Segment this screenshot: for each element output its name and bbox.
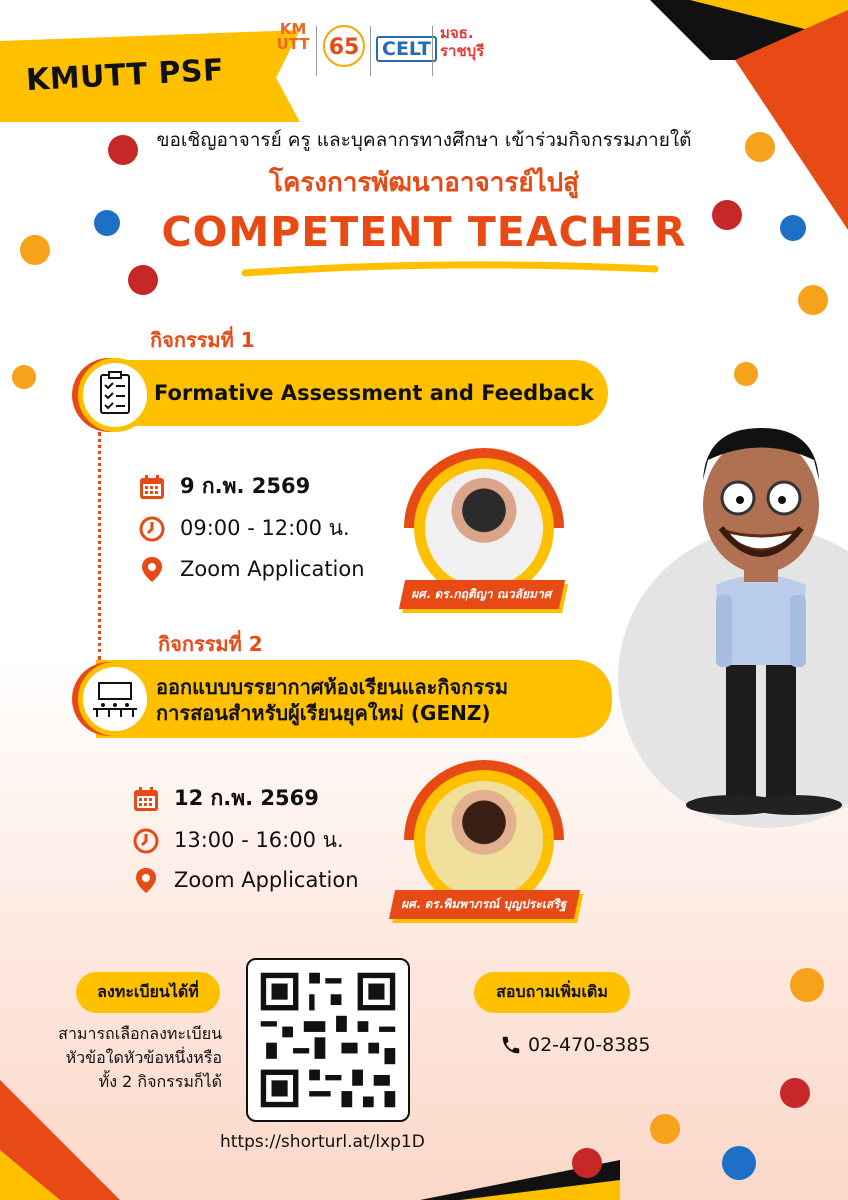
speaker-1-photo bbox=[425, 469, 543, 587]
project-title: โครงการพัฒนาอาจารย์ไปสู่ bbox=[268, 168, 580, 198]
svg-text:65: 65 bbox=[328, 35, 360, 60]
decor-bubble bbox=[20, 235, 50, 265]
activity-1-title: Formative Assessment and Feedback bbox=[154, 381, 594, 405]
logo-divider bbox=[370, 26, 371, 76]
decor-bubble bbox=[734, 362, 758, 386]
decor-bubble bbox=[94, 210, 120, 236]
calendar-icon bbox=[132, 785, 160, 813]
logo-divider bbox=[432, 26, 433, 76]
activity-1-place: Zoom Application bbox=[138, 555, 365, 583]
teacher-illustration bbox=[676, 420, 848, 820]
activity-2-title: ออกแบบบรรยากาศห้องเรียนและกิจกรรม การสอนสำหรับผู้เรียนยุคใหม่ (GENZ) bbox=[156, 675, 509, 725]
classroom-icon bbox=[83, 667, 147, 731]
register-label: ลงทะเบียนได้ที่ bbox=[76, 972, 220, 1013]
speaker-2-name-tag: ผศ. ดร.พิมพาภรณ์ บุญประเสริฐ bbox=[389, 890, 580, 919]
decor-bubble bbox=[780, 215, 806, 241]
kmutt-ratchaburi-logo: มจธ. ราชบุรี bbox=[440, 24, 485, 60]
decor-bubble bbox=[712, 200, 742, 230]
decor-bubble bbox=[650, 1114, 680, 1144]
checklist-icon bbox=[83, 363, 147, 427]
activity-1-time: 09:00 - 12:00 น. bbox=[138, 512, 350, 545]
logo-divider bbox=[316, 26, 317, 76]
activity-2-label: กิจกรรมที่ 2 bbox=[158, 632, 263, 656]
registration-qr-code[interactable] bbox=[246, 958, 410, 1122]
decor-bubble bbox=[12, 365, 36, 389]
activity-2-place: Zoom Application bbox=[132, 866, 359, 894]
decor-bubble bbox=[108, 135, 138, 165]
decor-bubble bbox=[790, 968, 824, 1002]
activity-2-icon-badge bbox=[78, 662, 152, 736]
contact-label: สอบถามเพิ่มเติม bbox=[474, 972, 630, 1013]
competent-teacher-headline: COMPETENT TEACHER bbox=[161, 208, 687, 256]
activity-2-date: 12 ก.พ. 2569 bbox=[132, 782, 319, 815]
phone-icon bbox=[500, 1034, 522, 1056]
register-note: สามารถเลือกลงทะเบียน หัวข้อใดหัวข้อหนึ่งหรือ ทั้ง 2 กิจกรรมก็ได้ bbox=[58, 1024, 222, 1091]
headline-underline bbox=[240, 255, 660, 281]
timeline-connector bbox=[98, 432, 101, 660]
clock-icon bbox=[138, 515, 166, 543]
activity-1-label: กิจกรรมที่ 1 bbox=[150, 328, 255, 352]
registration-url[interactable]: https://shorturl.at/lxp1D bbox=[220, 1132, 425, 1152]
location-pin-icon bbox=[132, 866, 160, 894]
decor-bubble bbox=[745, 132, 775, 162]
calendar-icon bbox=[138, 473, 166, 501]
qr-code bbox=[250, 962, 406, 1118]
decor-bubble bbox=[722, 1146, 756, 1180]
banner-title: KMUTT PSF bbox=[25, 52, 225, 99]
clock-icon bbox=[132, 827, 160, 855]
speaker-2-photo bbox=[425, 781, 543, 899]
65-anniversary-logo bbox=[320, 22, 368, 80]
contact-phone: 02-470-8385 bbox=[500, 1034, 651, 1056]
activity-1-icon-badge bbox=[78, 358, 152, 432]
invite-text: ขอเชิญอาจารย์ ครู และบุคลากรทางศึกษา เข้าร่วมกิจกรรมภายใต้ bbox=[156, 129, 692, 151]
decor-bubble bbox=[572, 1148, 602, 1178]
activity-2-time: 13:00 - 16:00 น. bbox=[132, 824, 344, 857]
activity-1-date: 9 ก.พ. 2569 bbox=[138, 470, 310, 503]
kmutt-logo: KM UTT bbox=[276, 20, 310, 53]
decor-bubble bbox=[128, 265, 158, 295]
celt-logo: CELT bbox=[376, 36, 437, 62]
decor-bubble bbox=[780, 1078, 810, 1108]
speaker-1-name-tag: ผศ. ดร.กฤติญา ณวลัยมาศ bbox=[399, 580, 565, 609]
decor-bubble bbox=[798, 285, 828, 315]
location-pin-icon bbox=[138, 555, 166, 583]
